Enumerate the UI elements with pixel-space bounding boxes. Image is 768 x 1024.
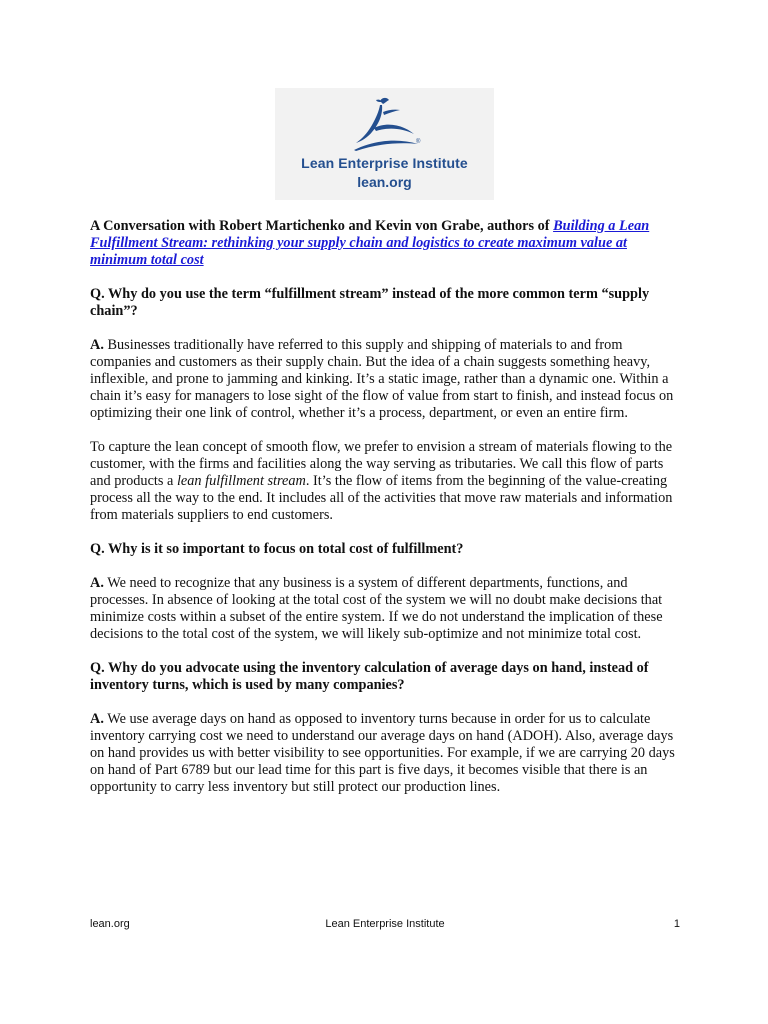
logo-url: lean.org — [357, 174, 412, 190]
answer-label: A. — [90, 337, 104, 353]
answer-3-text: We use average days on hand as opposed to inventory turns because in order for us to calculate inventory carrying cost we need to understand our average days on hand (ADOH). Also, average days on hand provides us with better visibility to see opportunities. For example, if we are carrying 20 days on hand of Part 6789 but our lead time for this part is five days, it becomes visible that there is an opportunity to carry less inventory but still protect our production lines. — [90, 711, 675, 795]
answer-3-paragraph — [90, 711, 682, 796]
page-footer — [90, 918, 680, 934]
question-3: Q. Why do you advocate using the inventory calculation of average days on hand, instead of inventory turns, which is used by many companies? — [90, 660, 649, 693]
answer-1-paragraph-1 — [90, 337, 682, 422]
running-figure-icon — [352, 94, 422, 152]
lei-logo — [275, 88, 494, 200]
book-title-link[interactable]: Building a Lean Fulfillment Stream: rethinking your supply chain and logistics to create maximum value at minimum total cost — [90, 218, 650, 268]
logo-name: Lean Enterprise Institute — [301, 155, 468, 171]
answer-1-p2-italic: lean fulfillment stream — [176, 473, 306, 489]
answer-1-p2-text-a: To capture the lean concept of smooth flow, we prefer to envision a stream of materials flowing to the customer, with the firms and facilities along the way serving as tributaries. We call this flow of parts and products a — [90, 439, 673, 489]
answer-2-text: We need to recognize that any business is a system of different departments, functions, and processes. In absence of looking at the total cost of the system we will no doubt make decisions that minimize costs within a subset of the entire system. If we do not understand the implication of these decisions to the total cost of the system, we will likely sub-optimize and not minimize total cost. — [90, 575, 663, 642]
answer-1-paragraph-2 — [90, 439, 682, 524]
answer-2-paragraph — [90, 575, 682, 643]
page-number: 1 — [673, 918, 680, 930]
answer-label: A. — [90, 575, 104, 591]
answer-1-p2-text-b: . It’s the flow of items from the beginning of the value-creating process all the way to the end. It includes all of the activities that move raw materials and information from materials suppliers to end customers. — [90, 473, 673, 523]
footer-url: lean.org — [90, 918, 130, 930]
intro-paragraph — [90, 218, 682, 269]
footer-organization: Lean Enterprise Institute — [325, 918, 445, 930]
document-body — [90, 218, 682, 813]
intro-text: A Conversation with Robert Martichenko and Kevin von Grabe, authors of — [90, 218, 554, 234]
answer-label: A. — [90, 711, 104, 727]
question-2: Q. Why is it so important to focus on total cost of fulfillment? — [90, 541, 464, 557]
registered-mark: ® — [416, 139, 421, 145]
answer-1-text: Businesses traditionally have referred to this supply and shipping of materials to and from companies and customers as their supply chain. But the idea of a chain suggests something heavy, inflexible, and prone to jamming and kinking. It’s a static image, rather than a dynamic one. Within a chain it’s easy for managers to lose sight of the flow of value from start to finish, and instead focus on optimizing their one link of control, whether it’s a process, department, or even an entire firm. — [90, 337, 674, 421]
question-1: Q. Why do you use the term “fulfillment stream” instead of the more common term “supply chain”? — [90, 286, 650, 319]
